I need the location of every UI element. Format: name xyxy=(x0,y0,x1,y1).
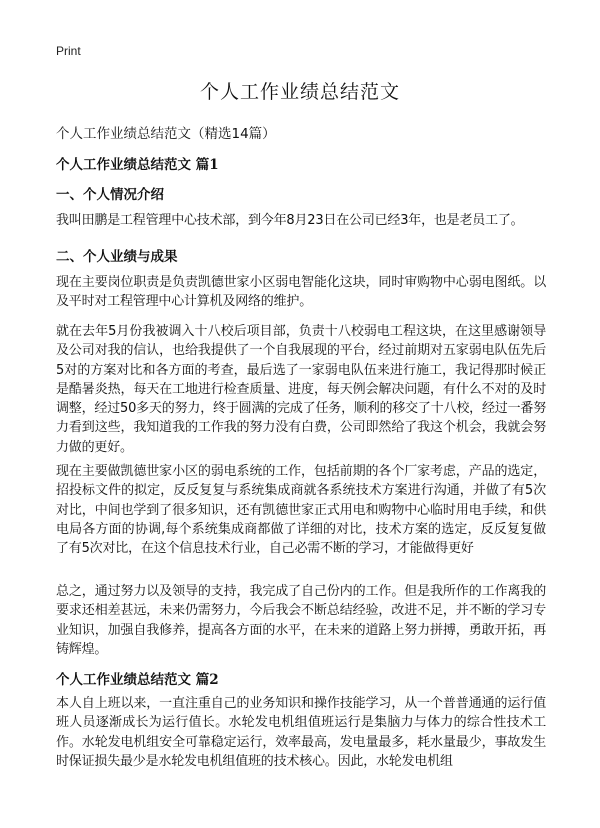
article-1-heading: 个人工作业绩总结范文 篇1 xyxy=(56,157,219,173)
print-link[interactable]: Print xyxy=(56,44,81,58)
page-title: 个人工作业绩总结范文 xyxy=(199,81,400,103)
paragraph: 本人自上班以来，一直注重自己的业务知识和操作技能学习，从一个普普通通的运行值班人员逐渐成长为运行值长。水轮发电机组值班运行是集脑力与体力的综合性技术工作。水轮发电机组安全可靠稳定运行，效率最高，发电量最多，耗水量最少，事故发生时保证损失最少是水轮发电机组值班的技术核心。因此，水轮发电机组 xyxy=(56,696,546,769)
section-1-paragraph: 我叫田鹏是工程管理中心技术部，到今年8月23日在公司已经3年，也是老员工了。 xyxy=(56,213,524,228)
section-1-heading: 一、个人情况介绍 xyxy=(56,187,164,203)
paragraph: 现在主要做凯德世家小区的弱电系统的工作，包括前期的各个厂家考虑，产品的选定，招投标文件的拟定，反反复复与系统集成商就各系统技术方案进行沟通，并做了有5次对比，中间也学到了很多知识，还有凯德世家正式用电和购物中心临时用电手续，和供电局各方面的协调,每个系统集成商都做了详细的对比，技术方案的选定，反反复复做了有5次对比，在这个信息技术行业，自己必需不断的学习，才能做得更好 xyxy=(56,464,546,557)
article-2-heading: 个人工作业绩总结范文 篇2 xyxy=(56,672,219,688)
paragraph: 就在去年5月份我被调入十八校后项目部，负责十八校弱电工程这块，在这里感谢领导及公司对我的信认，也给我提供了一个自我展现的平台，经过前期对五家弱电队伍先后5对的方案对比和各方面的考查，最后选了一家弱电队伍来进行施工，我记得那时候正是酷暑炎热，每天在工地进行检查质量、进度，每天例会解决问题，有什么不对的及时调整，经过50多天的努力，终于圆满的完成了任务，顺利的移交了十八校，经过一番努力看到这些，我知道我的工作我的努力没有白费，公司即然给了我这个机会，我就会努力做的更好。 xyxy=(56,324,546,455)
paragraph: 现在主要岗位职责是负责凯德世家小区弱电智能化这块，同时审购物中心弱电图纸。以及平时对工程管理中心计算机及网络的维护。 xyxy=(56,275,546,310)
document-subtitle: 个人工作业绩总结范文（精选14篇） xyxy=(56,126,276,142)
paragraph: 总之，通过努力以及领导的支持，我完成了自己份内的工作。但是我所作的工作离我的要求还相差甚远，未来仍需努力，今后我会不断总结经验，改进不足，并不断的学习专业知识，加强自我修养，提高各方面的水平，在未来的道路上努力拼搏，勇敢开拓，再铸辉煌。 xyxy=(56,584,546,657)
section-2-heading: 二、个人业绩与成果 xyxy=(56,249,178,265)
